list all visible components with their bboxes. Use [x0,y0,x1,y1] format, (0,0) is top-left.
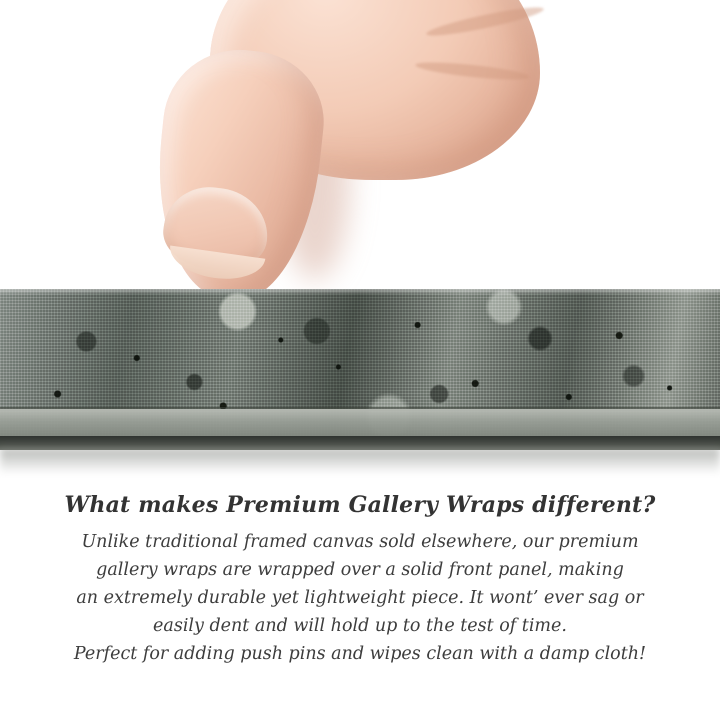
knuckle-crease-3 [415,59,531,83]
canvas-drop-shadow [0,448,720,474]
caption-body [0,528,720,668]
caption-line: Perfect for adding push pins and wipes clean with a damp cloth! [73,644,647,664]
canvas-edge-strip [0,289,720,439]
caption-line: an extremely durable yet lightweight piece. It wont’ ever sag or [76,588,644,608]
knuckle-crease-2 [425,3,545,41]
caption-line: gallery wraps are wrapped over a solid front panel, making [96,560,624,580]
caption-line: Unlike traditional framed canvas sold elsewhere, our premium [81,532,639,552]
hand-thumb-icon [150,0,570,320]
caption-line: easily dent and will hold up to the test of time. [153,616,567,636]
caption-heading: What makes Premium Gallery Wraps different? [64,492,656,518]
canvas-side-face [0,409,720,439]
caption-block [0,492,720,668]
canvas-top-highlight [0,289,720,295]
